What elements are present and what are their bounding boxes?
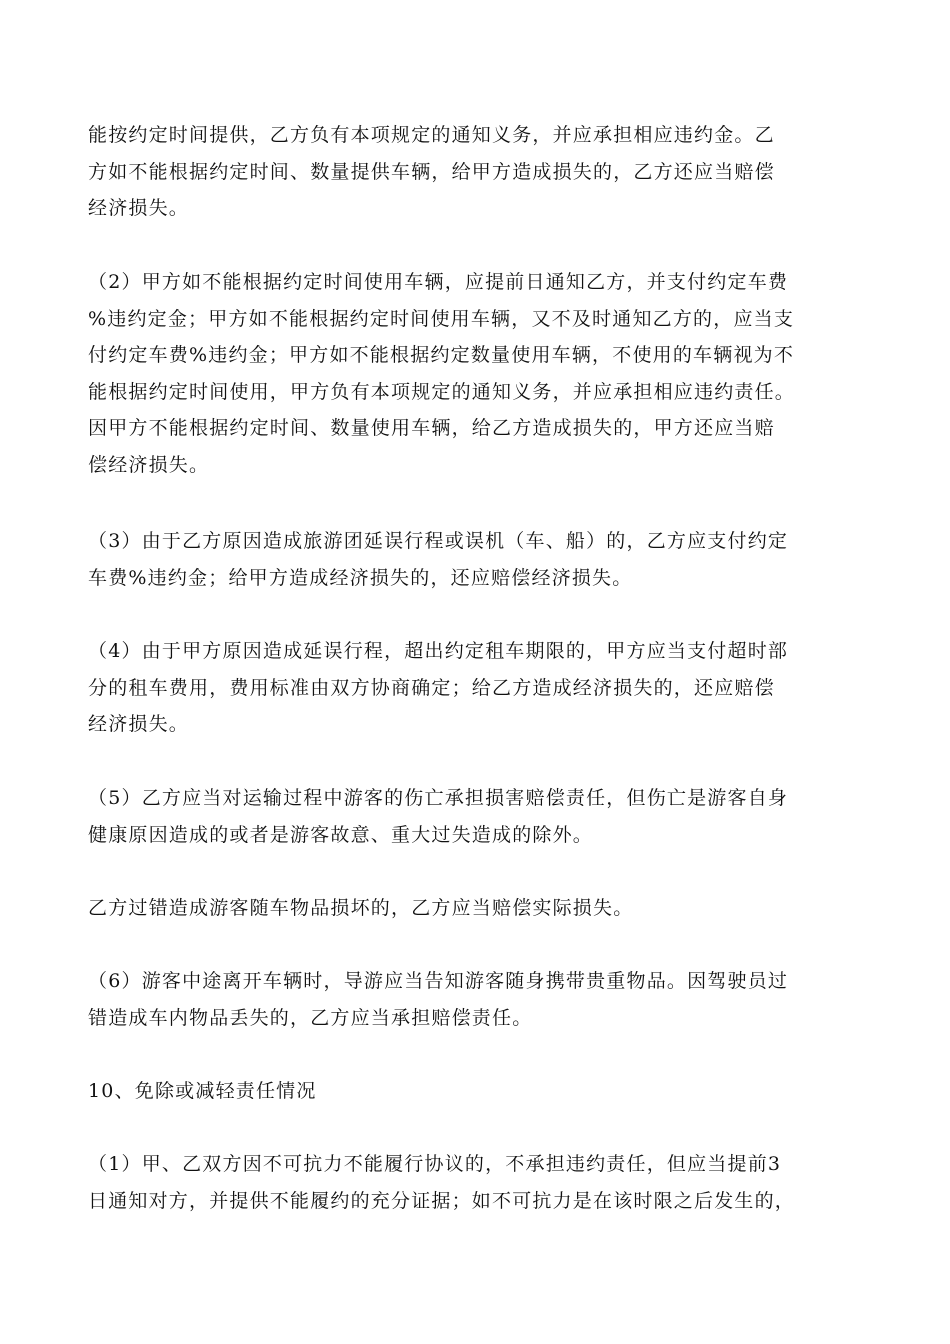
text-line: 车费%违约金；给甲方造成经济损失的，还应赔偿经济损失。 bbox=[88, 566, 633, 589]
paragraph-supply-liability bbox=[88, 117, 878, 227]
paragraph-property-damage bbox=[88, 890, 878, 927]
text-line: （2）甲方如不能根据约定时间使用车辆，应提前日通知乙方，并支付约定车费 bbox=[88, 271, 789, 293]
text-line: 经济损失。 bbox=[88, 713, 190, 735]
text-line: %违约定金；甲方如不能根据约定时间使用车辆，又不及时通知乙方的，应当支 bbox=[88, 307, 795, 330]
text-line: 日通知对方，并提供不能履约的充分证据；如不可抗力是在该时限之后发生的， bbox=[88, 1189, 796, 1212]
paragraph-exemption-1 bbox=[88, 1146, 878, 1219]
text-line: 能按约定时间提供，乙方负有本项规定的通知义务，并应承担相应违约金。乙 bbox=[88, 124, 775, 146]
text-line: （6）游客中途离开车辆时，导游应当告知游客随身携带贵重物品。因驾驶员过 bbox=[88, 970, 789, 992]
text-line: （3）由于乙方原因造成旅游团延误行程或误机（车、船）的，乙方应支付约定 bbox=[88, 530, 789, 552]
paragraph-clause-4 bbox=[88, 633, 878, 743]
section-heading-text: 10、免除或减轻责任情况 bbox=[88, 1080, 317, 1102]
paragraph-clause-3 bbox=[88, 523, 878, 596]
text-line: （4）由于甲方原因造成延误行程，超出约定租车期限的，甲方应当支付超时部 bbox=[88, 640, 789, 662]
text-line: 乙方过错造成游客随车物品损坏的，乙方应当赔偿实际损失。 bbox=[88, 897, 634, 919]
paragraph-clause-6 bbox=[88, 963, 878, 1036]
section-heading-10 bbox=[88, 1073, 878, 1110]
text-line: 方如不能根据约定时间、数量提供车辆，给甲方造成损失的，乙方还应当赔偿 bbox=[88, 160, 775, 183]
text-line: （5）乙方应当对运输过程中游客的伤亡承担损害赔偿责任，但伤亡是游客自身 bbox=[88, 787, 789, 809]
text-line: 付约定车费%违约金；甲方如不能根据约定数量使用车辆，不使用的车辆视为不 bbox=[88, 344, 795, 366]
text-line: 分的租车费用，费用标准由双方协商确定；给乙方造成经济损失的，还应赔偿 bbox=[88, 676, 775, 699]
text-line: 错造成车内物品丢失的，乙方应当承担赔偿责任。 bbox=[88, 1006, 533, 1029]
paragraph-clause-2 bbox=[88, 264, 878, 483]
text-line: 健康原因造成的或者是游客故意、重大过失造成的除外。 bbox=[88, 823, 594, 846]
text-line: 偿经济损失。 bbox=[88, 453, 210, 476]
text-line: （1）甲、乙双方因不可抗力不能履行协议的，不承担违约责任，但应当提前3 bbox=[88, 1153, 782, 1175]
text-line: 因甲方不能根据约定时间、数量使用车辆，给乙方造成损失的，甲方还应当赔 bbox=[88, 417, 775, 439]
text-line: 经济损失。 bbox=[88, 197, 190, 219]
text-line: 能根据约定时间使用，甲方负有本项规定的通知义务，并应承担相应违约责任。 bbox=[88, 380, 796, 403]
paragraph-clause-5 bbox=[88, 780, 878, 853]
